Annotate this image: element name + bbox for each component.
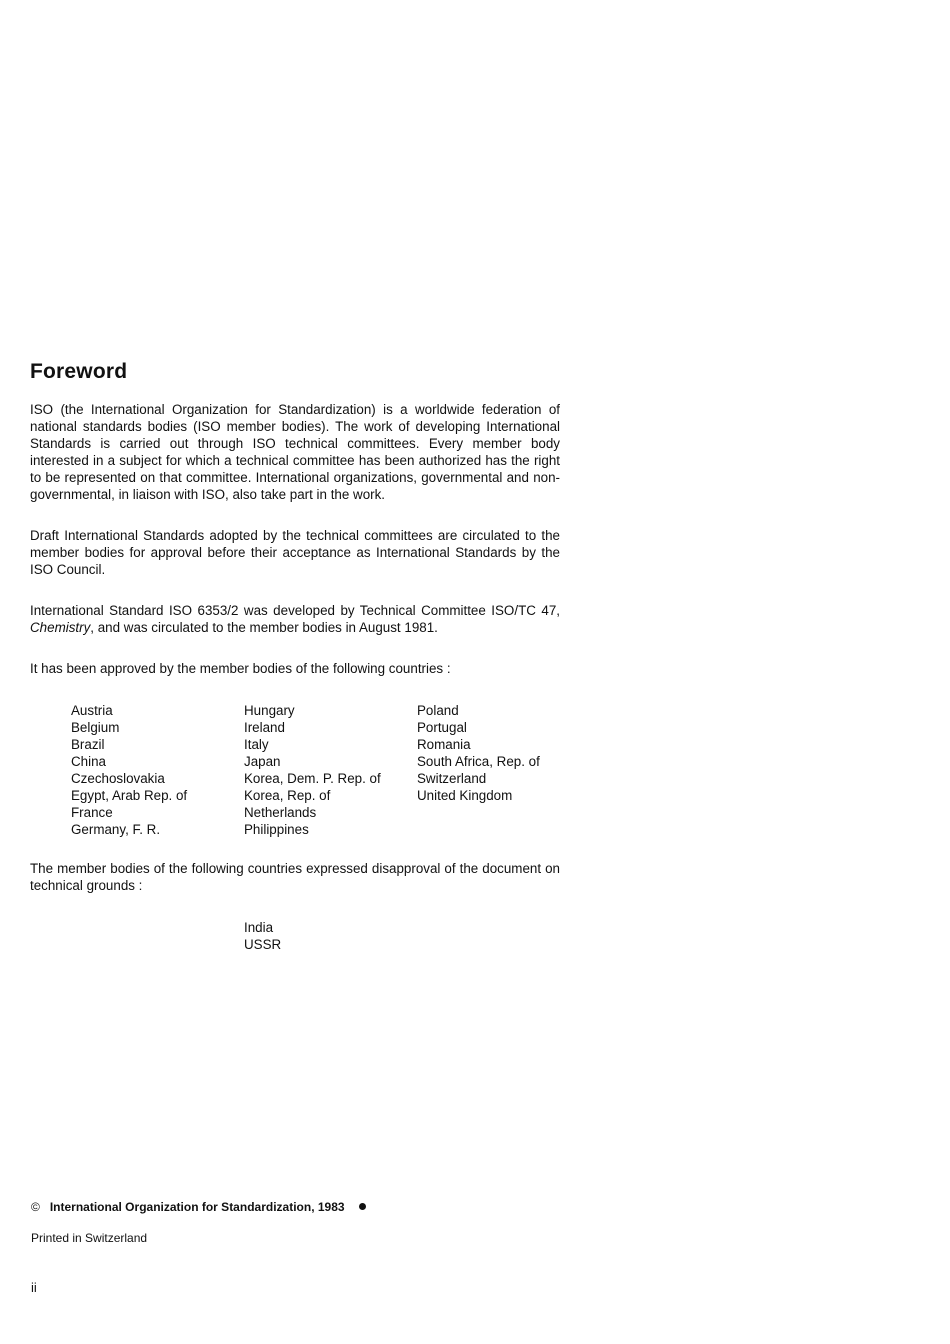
country-item: China <box>71 754 106 769</box>
approving-countries-column-2 <box>244 702 381 838</box>
country-item: Poland <box>417 703 459 718</box>
approval-intro: It has been approved by the member bodies of the following countries : <box>30 661 451 676</box>
paragraph-draft-standards: Draft International Standards adopted by the technical committees are circulated to the member bodies for approval before their acceptance as International Standards by the ISO Council. <box>30 528 560 577</box>
country-item: Ireland <box>244 720 285 735</box>
country-item: Romania <box>417 737 471 752</box>
country-item: France <box>71 805 113 820</box>
country-item: United Kingdom <box>417 788 513 803</box>
country-item: Hungary <box>244 703 295 718</box>
standard-origin-text-end: , and was circulated to the member bodies in August 1981. <box>90 620 438 635</box>
country-item: Czechoslovakia <box>71 771 165 786</box>
country-item: Brazil <box>71 737 105 752</box>
printed-location: Printed in Switzerland <box>31 1231 148 1245</box>
country-item: Italy <box>244 737 269 752</box>
country-item: Philippines <box>244 822 309 837</box>
country-item: Germany, F. R. <box>71 822 161 837</box>
country-item: Japan <box>244 754 281 769</box>
disapproving-countries <box>244 919 281 953</box>
country-item: Belgium <box>71 720 120 735</box>
paragraph-standard-origin <box>30 602 560 636</box>
country-item: Austria <box>71 703 113 718</box>
copyright-line <box>31 1200 366 1214</box>
country-item: India <box>244 920 274 935</box>
bullet-dot-icon <box>359 1203 366 1210</box>
country-item: Egypt, Arab Rep. of <box>71 788 188 803</box>
approving-countries-column-1 <box>71 702 187 838</box>
copyright-text: International Organization for Standardization, 1983 <box>49 1200 345 1214</box>
foreword-title: Foreword <box>30 360 128 383</box>
country-item: Switzerland <box>417 771 487 786</box>
paragraph-iso-description: ISO (the International Organization for Standardization) is a worldwide federation of national standards bodies (ISO member bodies). The work of developing International Standards is carried out through ISO technical committees. Every member body interested in a subject for which a technical committee has been authorized has the right to be represented on that committee. International organizations, governmental and non-governmental, in liaison with ISO, also take part in the work. <box>30 402 560 502</box>
country-item: USSR <box>244 937 282 952</box>
country-item: Korea, Dem. P. Rep. of <box>244 771 381 786</box>
disapproval-intro: The member bodies of the following countries expressed disapproval of the document on technical grounds : <box>30 861 560 893</box>
country-item: Netherlands <box>244 805 317 820</box>
copyright-icon: © <box>31 1200 40 1214</box>
country-item: Korea, Rep. of <box>244 788 331 803</box>
country-item: Portugal <box>417 720 467 735</box>
country-item: South Africa, Rep. of <box>417 754 540 769</box>
committee-name: Chemistry <box>30 620 91 635</box>
approving-countries-column-3 <box>417 702 540 804</box>
page-number: ii <box>31 1280 37 1295</box>
standard-origin-text: International Standard ISO 6353/2 was developed by Technical Committee ISO/TC 47, <box>30 603 560 618</box>
